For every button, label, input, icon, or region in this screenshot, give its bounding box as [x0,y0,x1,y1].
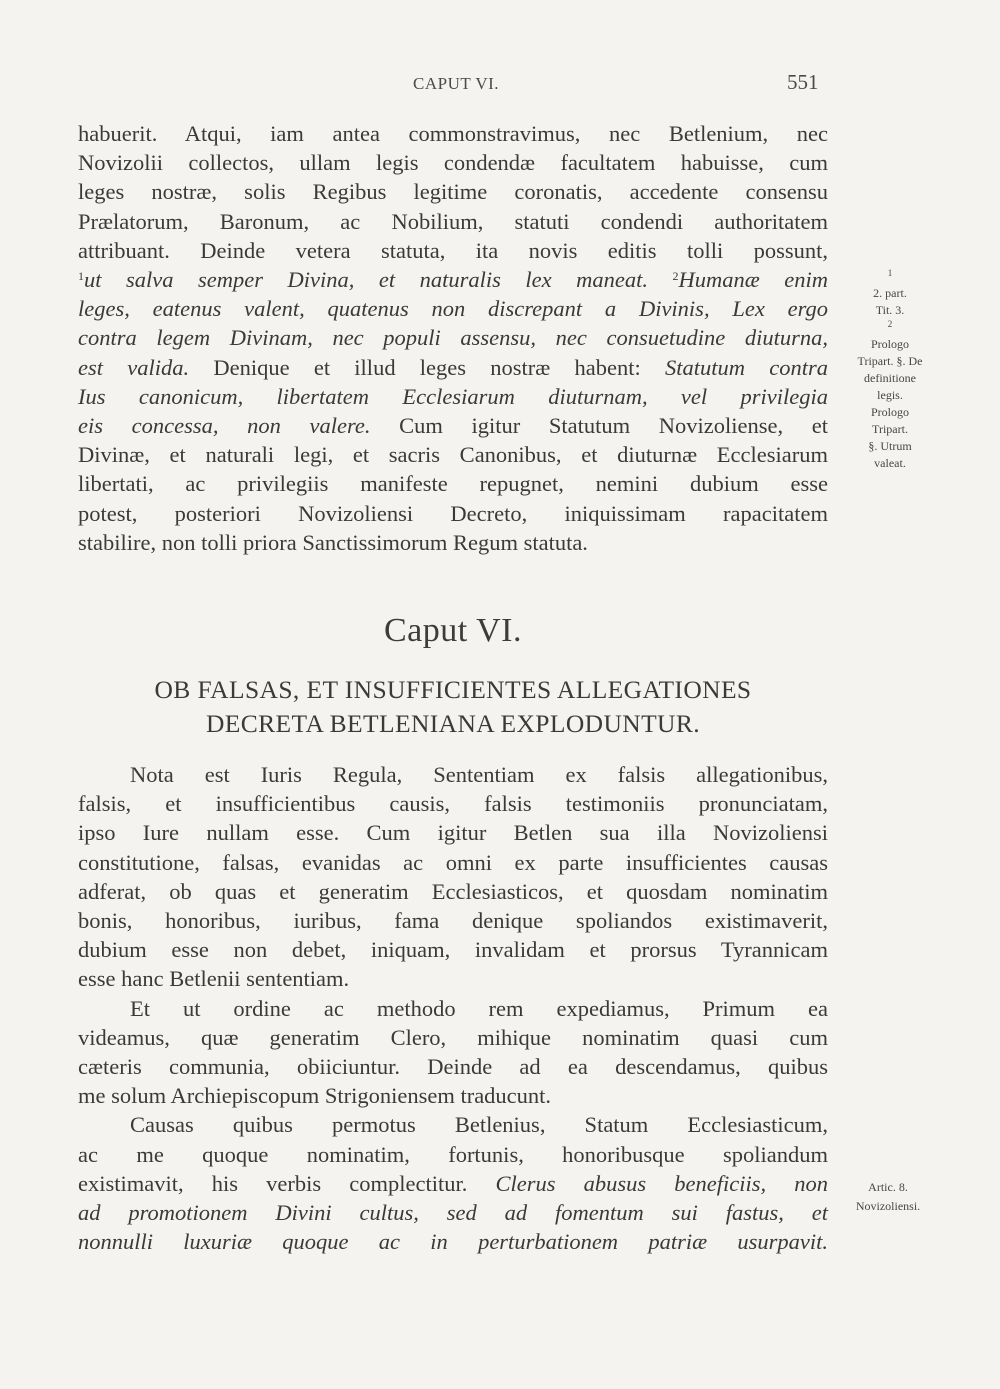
paragraph-continued [78,119,828,557]
text-line: ac me quoque nominatim, fortunis, honoribusque spoliandum [78,1141,828,1167]
text-line: libertati, ac privilegiis manifeste repugnet, nemini dubium esse [78,471,828,497]
margin-line: valeat. [874,456,906,470]
italic-quote: Statutum contra [665,354,829,380]
text-line: nonnulli luxuriæ quoque ac in perturbationem patriæ usurpavit. [78,1229,828,1255]
text-line: Prælatorum, Baronum, ac Nobilium, statuti condendi authoritatem [78,208,828,234]
marginal-note [836,1178,940,1216]
text-line: leges nostræ, solis Regibus legitime coronatis, accedente consensu [78,179,828,205]
text-run: existimavit, his verbis complectitur. [78,1170,468,1196]
margin-line: $^2$ Prologo [870,319,909,351]
text-line: Ius canonicum, libertatem Ecclesiarum diuturnam, vel privilegia [78,383,828,409]
footnote-ref: 2 [887,319,893,329]
text-line: Novizolii collectos, ullam legis condendæ facultatem habuisse, cum [78,150,828,176]
chapter-subtitle-line: DECRETA BETLENIANA EXPLODUNTUR. [205,709,701,738]
text-line [78,1169,828,1198]
italic-quote: est valida. [78,354,190,380]
margin-line: Tit. 3. [875,303,905,317]
margin-line: Tripart. [872,422,908,436]
text-line: videamus, quæ generatim Clero, mihique nominatim quasi cum [78,1024,828,1050]
text-line: bonis, honoribus, iuribus, fama denique spoliandos existimaverit, [78,908,828,934]
footnote-ref: 2 [672,269,679,284]
text-line: adferat, ob quas et generatim Ecclesiasticos, et quosdam nominatim [78,878,828,904]
margin-line: Artic. 8. [868,1180,908,1194]
margin-line: Novizoliensi. [855,1199,921,1213]
footnote-ref: 1 [887,268,893,278]
margin-line: §. Utrum [868,439,912,453]
margin-line: definitione [864,371,916,385]
text-line: Et ut ordine ac methodo rem expediamus, Primum ea [130,995,828,1021]
text-line: constitutione, falsas, evanidas ac omni ex parte insufficientes causas [78,849,828,875]
text-line: habuerit. Atqui, iam antea commonstravimus, nec Betlenium, nec [78,121,828,146]
text-line: contra legem Divinam, nec populi assensu, nec consuetudine diuturna, [78,325,828,351]
text-line [78,265,828,294]
italic-quote: Humanæ enim [678,267,828,293]
page-number: 551 [787,70,819,94]
text-run: Denique et illud leges nostræ habent: [213,354,641,380]
running-head-title: CAPUT VI. [413,74,500,93]
italic-quote: ut salva semper Divina, et naturalis lex maneat. [84,267,648,293]
margin-line: Prologo [870,405,909,419]
italic-quote: Clerus abusus beneficiis, non [495,1170,828,1196]
text-line [78,353,828,382]
text-line: potest, posteriori Novizoliensi Decreto, iniquissimam rapacitatem [78,500,828,526]
text-line: Causas quibus permotus Betlenius, Statum Ecclesiasticum, [130,1112,828,1138]
text-run: Cum igitur Statutum Novizoliense, et [399,413,829,439]
margin-line: legis. [877,388,903,402]
footnote-ref: 1 [78,269,84,284]
chapter-body [78,760,828,1256]
text-line: me solum Archiepiscopum Strigoniensem traducunt. [78,1083,552,1109]
text-line: esse hanc Betlenii sententiam. [78,966,350,992]
text-line: ad promotionem Divini cultus, sed ad fomentum sui fastus, et [78,1200,828,1226]
chapter-title: Caput VI. [384,612,522,649]
text-line: ipso Iure nullam esse. Cum igitur Betlen sua illa Novizoliensi [78,820,828,846]
text-line: cæteris communia, obiiciuntur. Deinde ad ea descendamus, quibus [78,1054,828,1080]
text-line: Nota est Iuris Regula, Sententiam ex falsis allegationibus, [130,762,828,787]
italic-quote: eis concessa, non valere. [78,413,371,439]
marginal-note [838,268,942,472]
text-line: leges, eatenus valent, quatenus non discrepant a Divinis, Lex ergo [78,296,828,322]
text-line: Divinæ, et naturali legi, et sacris Canonibus, et diuturnæ Ecclesiarum [78,442,828,468]
text-line: stabilire, non tolli priora Sanctissimorum Regum statuta. [78,529,588,555]
chapter-subtitle-line: OB FALSAS, ET INSUFFICIENTES ALLEGATIONES [154,675,752,704]
text-line: attribuant. Deinde vetera statuta, ita novis editis tolli possunt, [78,237,828,263]
text-line: falsis, et insufficientibus causis, falsis testimoniis pronunciatam, [78,791,828,817]
margin-line: Tripart. §. De [857,354,923,368]
margin-line: $^1$ 2. part. [873,268,907,300]
text-line: dubium esse non debet, iniquam, invalidam et prorsus Tyrannicam [78,937,828,963]
running-head [0,70,1000,100]
text-line [78,411,828,440]
